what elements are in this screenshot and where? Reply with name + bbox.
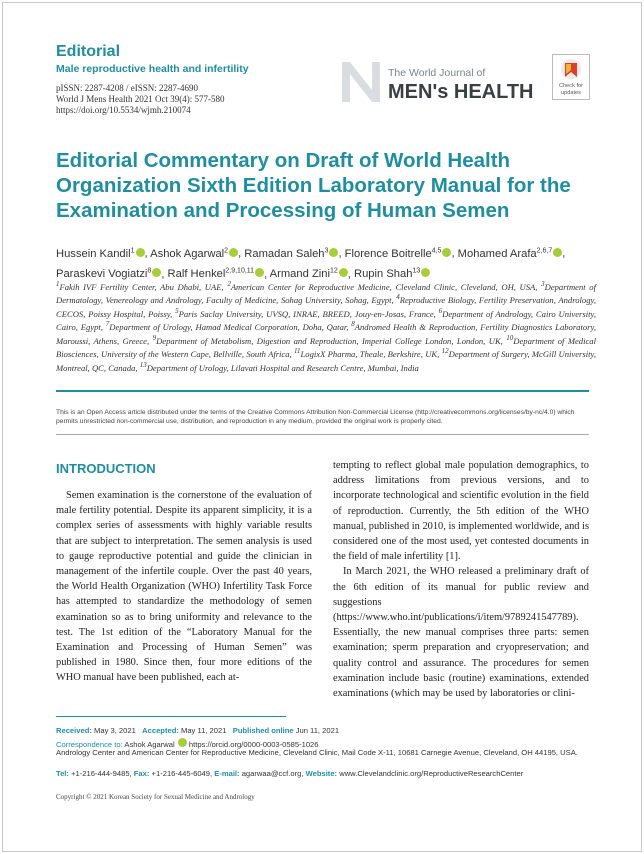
license-text: This is an Open Access article distributed under the terms of the Creative Commons Attribution Non-Commercial License (http://creativecommons.org/licenses/by-nc/4.0) which permits unrestricted non-commercial use, distribution, and reproduction in any medium, provided the original work is properly cited. <box>56 409 575 425</box>
author <box>458 248 563 260</box>
affiliation-text: Andromed Health & Reproduction, Fertility Diagnostics Laboratory, Maroussi, Athens, Greece, <box>56 322 596 346</box>
affiliation-number: 11 <box>294 347 301 356</box>
orcid-icon[interactable] <box>229 248 238 257</box>
tel-label: Tel: <box>56 769 69 778</box>
license-rule <box>56 434 589 435</box>
affiliation-text: Department of Urology, Hamad Medical Corporation, Doha, Qatar, <box>109 322 349 333</box>
received-label: Received: <box>56 726 92 735</box>
orcid-icon[interactable] <box>329 248 338 257</box>
email-value[interactable]: agarwaa@ccf.org, <box>241 769 304 778</box>
website-value[interactable]: www.Clevelandclinic.org/ReproductiveResearchCenter <box>339 769 524 778</box>
affiliation-number: 6 <box>438 306 443 315</box>
issn: pISSN: 2287-4208 / eISSN: 2287-4690 <box>56 83 199 93</box>
affiliation-number: 1 <box>56 280 60 288</box>
journal-logo <box>340 58 546 104</box>
affiliation-text: Fakih IVF Fertility Center, Abu Dhabi, UAE, <box>59 281 224 292</box>
affiliation-text: Department of Andrology, Cairo University, Cairo, Egypt, <box>56 308 596 333</box>
orcid-icon[interactable] <box>136 248 145 257</box>
author-name: Rupin Shah <box>354 268 413 281</box>
affiliation-number: 4 <box>396 293 400 302</box>
correspondence-label: Correspondence to: <box>56 740 123 749</box>
author-affiliation-number: 2,6,7 <box>536 247 553 254</box>
affiliation-number: 10 <box>506 333 514 342</box>
accepted-date: May 11, 2021 <box>181 726 227 735</box>
email-label: E-mail: <box>214 769 240 778</box>
journal-big-text: MEN's HEALTH <box>388 81 534 103</box>
affiliation-text: Department of Medical Biosciences, University of the Western Cape, Bellville, South Africa, <box>56 335 596 360</box>
journal-small-text: The World Journal of <box>388 67 486 79</box>
author <box>345 248 452 260</box>
author-name: Ralf Henkel <box>167 268 226 281</box>
author-name: Armand Zini <box>269 268 330 281</box>
online-label: Published online <box>232 726 294 735</box>
affiliation-text: Department of Dermatology, Venereology and Andrology, Faculty of Medicine, Sohag University, Sohag, Egypt, <box>56 281 596 306</box>
footnote-rule <box>56 716 286 717</box>
check-for-updates-badge[interactable] <box>552 54 590 100</box>
affiliation-text: Department of Urology, Lilavati Hospital and Research Centre, Mumbai, India <box>146 362 419 373</box>
author-name: Mohamed Arafa <box>457 247 537 260</box>
affiliation-number: 2 <box>227 280 231 288</box>
website-label: Website: <box>305 769 338 778</box>
subsection-label: Male reproductive health and infertility <box>56 63 249 75</box>
correspondence-address: Andrology Center and American Center for Reproductive Medicine, Cleveland Clinic, Mail Code X-11, 10681 Carnegie Avenue, Cleveland, OH 44195, USA. <box>56 748 578 757</box>
body-paragraph: In March 2021, the WHO released a preliminary draft of the 6th edition of its manual for public review and suggestions (https://www.who.int/publications/i/item/9789241547789). Essentially, the new manual comprises three parts: semen examination; sperm preparation and cryopreservation; and quality control and assurance. The procedures for semen examination include basic (routine) examinations, extended examinations (which may be used by laboratories or clini- <box>333 566 589 700</box>
author-list: Hussein Kandil$^1$ , Ashok Agarwal$^2$ , Ramadan Saleh$^3$ , Florence Boitrelle$^{4,5}$ , Mohamed Arafa$^{2,6,7}$ , Paraskevi Vogiatzi$^8$ , Ralf Henkel$^{2,9,10,11}$ , Armand Zini$^{12}$ , Rupin Shah$^{13}$ <box>56 247 566 281</box>
affiliation-number: 3 <box>541 280 545 288</box>
affiliation-number: 9 <box>152 333 157 342</box>
affiliation-text: Department of Surgery, McGill University, Montreal, QC, Canada, <box>56 349 597 373</box>
contact-line <box>56 769 601 779</box>
author <box>56 248 145 260</box>
affiliations <box>56 279 596 373</box>
tel-value: +1-216-444-9485, <box>71 769 132 778</box>
affiliation-text: Department of Metabolism, Digestion and Reproduction, Imperial College London, London, UK, <box>156 335 503 346</box>
orcid-icon[interactable] <box>339 268 348 277</box>
crossmark-label: Check for updates <box>559 83 583 96</box>
author <box>150 248 238 260</box>
orcid-icon[interactable] <box>553 248 562 257</box>
correspondence-name: Ashok Agarwal <box>124 740 175 749</box>
affiliation-text: Paris Saclay University, UVSQ, INRAE, BREED, Jouy-en-Josas, France, <box>178 308 436 319</box>
correspondence-orcid[interactable]: https://orcid.org/0000-0003-0585-1026 <box>188 740 319 749</box>
doi-link[interactable]: https://doi.org/10.5534/wjmh.210074 <box>56 105 191 115</box>
article-title: Editorial Commentary on Draft of World Health Organization Sixth Edition Laboratory Manual for the Examination and Processing of Human Semen <box>56 149 571 222</box>
section-label: Editorial <box>56 43 121 60</box>
author-affiliation-number: 4,5 <box>431 247 442 254</box>
author-name: Florence Boitrelle <box>344 247 432 260</box>
author-affiliation-number: 12 <box>329 267 338 275</box>
body-paragraph: tempting to reflect global male population demographics, to address limitations from previous versions, and to incorporate technological and scientific evolution in the field of reproduction. Currently, the 5th edition of the WHO manual, published in 2010, is implemented worldwide, and is considered one of the most used, yet contested documents in the field of male infertility [1]. <box>333 460 589 563</box>
affiliation-number: 5 <box>175 306 179 315</box>
affiliation-number: 7 <box>105 320 110 329</box>
page-frame <box>2 2 642 852</box>
author-name: Ashok Agarwal <box>150 247 225 260</box>
orcid-icon[interactable] <box>255 268 264 277</box>
journal-logo-mark <box>340 58 546 104</box>
author-affiliation-number: 2 <box>224 247 229 254</box>
received-date: May 3, 2021 <box>94 726 136 735</box>
orcid-icon[interactable] <box>178 738 187 747</box>
author <box>244 248 338 260</box>
online-date: Jun 11, 2021 <box>295 726 340 735</box>
affiliation-number: 8 <box>351 320 355 329</box>
body-column-right <box>333 458 589 701</box>
author-name: Ramadan Saleh <box>244 247 325 260</box>
author-affiliation-number: 3 <box>324 247 329 254</box>
body-column-left: Semen examination is the cornerstone of the evaluation of male fertility potential. Despite its apparent simplicity, it is a complex series of assessments with highly variable results that are subject to interpretation. The semen analysis is used to gauge reproductive potential and guide the clinician in management of the infertile couple. Over the past 40 years, the World Health Organization (WHO) Infertility Task Force has attempted to standardize the methodology of semen examination so as to bring uniformity and relevance to the test. The 1st edition of the “Laboratory Manual for the Examination and Processing of Human Semen” was published in 1980. Since then, four more editions of the WHO manual have been published, each at- <box>56 490 312 684</box>
author-name: Paraskevi Vogiatzi <box>56 268 148 281</box>
orcid-icon[interactable] <box>152 268 161 277</box>
section-rule <box>56 390 589 392</box>
fax-label: Fax: <box>133 769 150 778</box>
author-affiliation-number: 1 <box>130 247 135 254</box>
orcid-icon[interactable] <box>442 248 451 257</box>
author-affiliation-number: 8 <box>147 267 152 275</box>
copyright: Copyright © 2021 Korean Society for Sexual Medicine and Andrology <box>56 793 255 801</box>
intro-heading: INTRODUCTION <box>56 461 156 476</box>
affiliation-number: 12 <box>441 347 449 356</box>
author-name: Hussein Kandil <box>56 247 131 260</box>
affiliation-number: 13 <box>139 360 147 369</box>
affiliation-text: Reproductive Biology, Fertility Preservation, Andrology, CECOS, Poissy Hospital, Poissy, <box>56 295 596 319</box>
author-affiliation-number: 13 <box>412 267 421 275</box>
author-affiliation-number: 2,9,10,11 <box>225 267 255 275</box>
affiliation-text: American Center for Reproductive Medicine, Cleveland Clinic, Cleveland, OH, USA, <box>230 281 538 292</box>
accepted-label: Accepted: <box>142 726 179 735</box>
orcid-icon[interactable] <box>421 268 430 277</box>
fax-value: +1-216-445-6049, <box>151 769 213 778</box>
affiliation-text: LogixX Pharma, Theale, Berkshire, UK, <box>300 349 440 360</box>
citation: World J Mens Health 2021 Oct 39(4): 577-580 <box>56 94 225 104</box>
dates-line <box>56 726 601 736</box>
